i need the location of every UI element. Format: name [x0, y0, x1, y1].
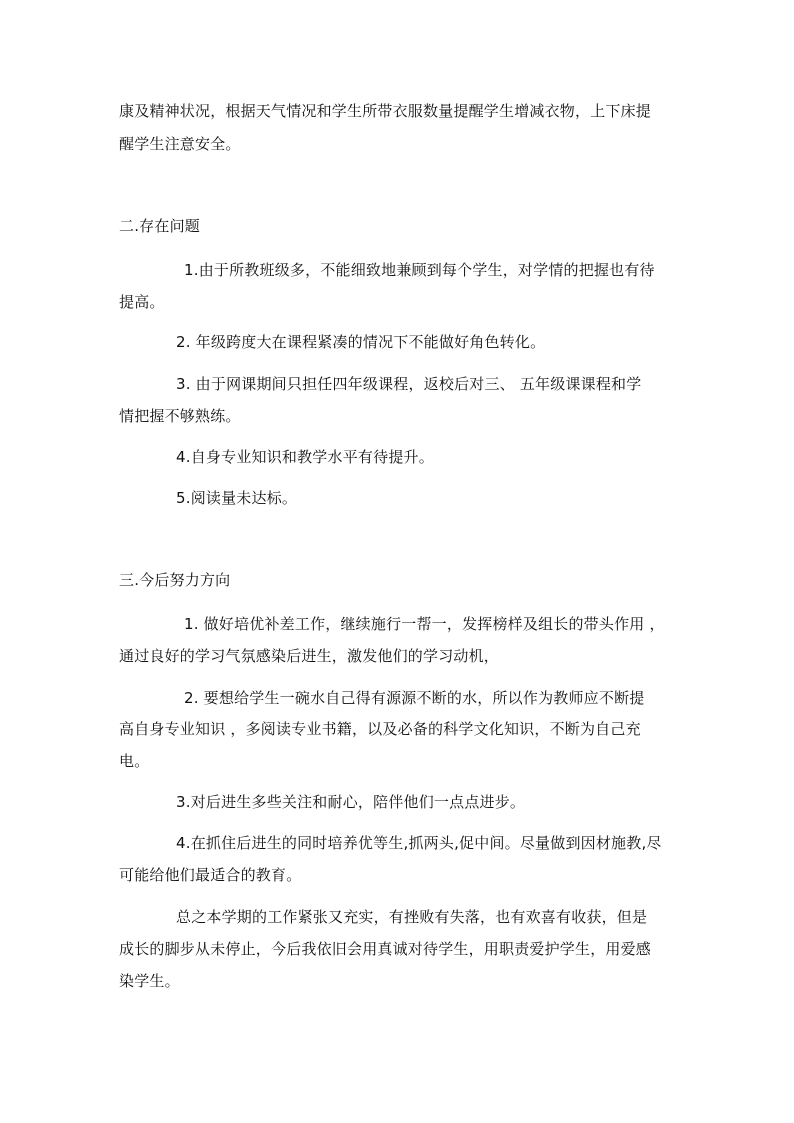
s2-item3-line2: 情把握不够熟练。: [119, 407, 241, 425]
s2-item3-line1: 3. 由于网课期间只担任四年级课程，返校后对三、 五年级课课程和学: [176, 375, 642, 393]
summary-line3: 染学生。: [119, 972, 180, 990]
s3-item3: 3.对后进生多些关注和耐心，陪伴他们一点点进步。: [176, 793, 526, 811]
intro-line-1: 康及精神状况，根据天气情况和学生所带衣服数量提醒学生增减衣物，上下床提: [119, 102, 652, 120]
intro-line-2: 醒学生注意安全。: [119, 135, 241, 153]
s3-item2-line2: 高自身专业知识 ，多阅读专业书籍，以及必备的科学文化知识，不断为自己充: [119, 720, 641, 738]
s2-item5: 5.阅读量未达标。: [176, 489, 298, 507]
summary-line2: 成长的脚步从未停止，今后我依旧会用真诚对待学生，用职责爱护学生，用爱感: [119, 940, 652, 958]
summary-line1: 总之本学期的工作紧张又充实，有挫败有失落，也有欢喜有收获，但是: [176, 908, 648, 926]
s3-item2-line3: 电。: [119, 752, 150, 770]
s3-item1-line1: 1. 做好培优补差工作，继续施行一帮一，发挥榜样及组长的带头作用 ，: [184, 615, 665, 633]
s3-item2-line1: 2. 要想给学生一碗水自己得有源源不断的水，所以作为教师应不断提: [184, 689, 645, 707]
s2-item4: 4.自身专业知识和教学水平有待提升。: [176, 448, 434, 466]
s3-item4-line2: 可能给他们最适合的教育。: [119, 866, 302, 884]
s2-item1-line1: 1.由于所教班级多，不能细致地兼顾到每个学生，对学情的把握也有待: [184, 261, 655, 279]
s3-item4-line1: 4.在抓住后进生的同时培养优等生,抓两头,促中间。尽量做到因材施教,尽: [176, 834, 662, 852]
section2-heading: 二.存在问题: [119, 217, 200, 235]
s2-item1-line2: 提高。: [119, 293, 165, 311]
section3-heading: 三.今后努力方向: [119, 571, 231, 589]
s3-item1-line2: 通过良好的学习气氛感染后进生，激发他们的学习动机，: [119, 647, 500, 665]
s2-item2: 2. 年级跨度大在课程紧凑的情况下不能做好角色转化。: [176, 333, 546, 351]
